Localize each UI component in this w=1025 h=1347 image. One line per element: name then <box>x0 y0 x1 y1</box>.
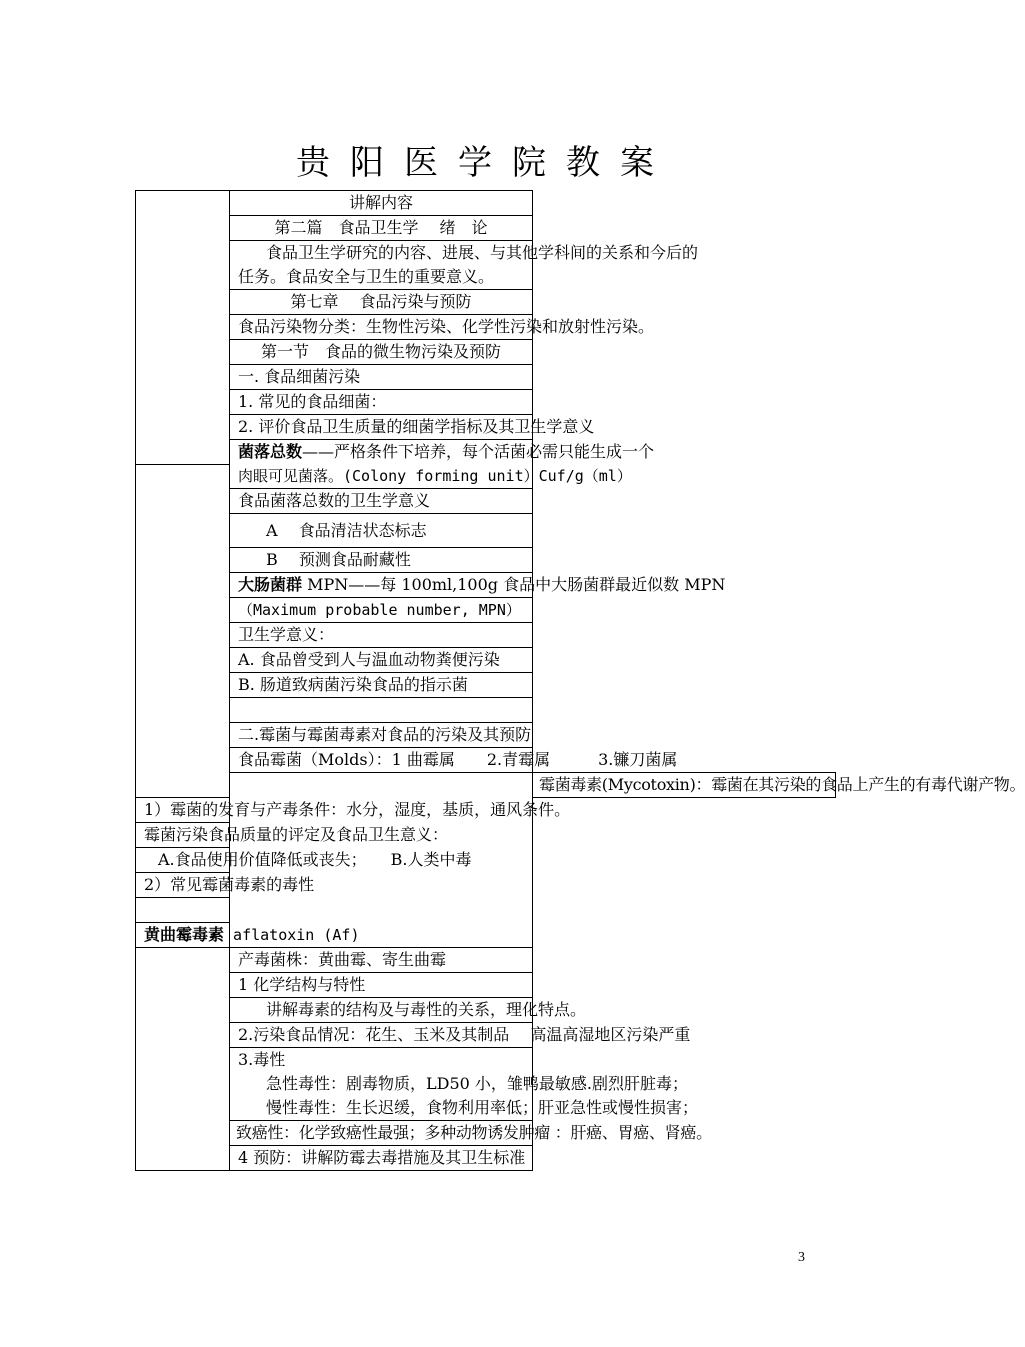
table-row <box>136 1023 836 1048</box>
text-row: B. 肠道致病菌污染食品的指示菌 <box>230 673 533 698</box>
table-row <box>136 464 836 489</box>
table-row <box>136 1121 836 1146</box>
side-column-cell <box>136 191 230 465</box>
table-row <box>136 748 836 773</box>
row-text: MPN——每 100ml,100g 食品中大肠菌群最近似数 MPN <box>302 575 726 594</box>
text-row: 卫生学意义： <box>230 623 533 648</box>
row-text: aflatoxin (Af) <box>224 926 360 944</box>
table-row <box>136 241 836 266</box>
text-row: 食品菌落总数的卫生学意义 <box>230 489 533 514</box>
table-row <box>136 573 836 598</box>
empty-row <box>136 898 230 923</box>
text-row: 肉眼可见菌落。(Colony forming unit）Cuf/g（ml） <box>230 464 533 489</box>
text-row: A. 食品曾受到人与温血动物粪便污染 <box>230 648 533 673</box>
side-column-cell <box>136 464 230 798</box>
table-row <box>136 390 836 415</box>
text-row: 二.霉菌与霉菌毒素对食品的污染及其预防 <box>230 723 533 748</box>
table-row <box>136 998 836 1023</box>
text-row: 1. 常见的食品细菌： <box>230 390 533 415</box>
table-row <box>136 514 836 548</box>
text-row: 食品卫生学研究的内容、进展、与其他学科间的关系和今后的 <box>230 241 533 266</box>
table-row <box>136 948 836 973</box>
table-row <box>136 365 836 390</box>
table-row <box>136 673 836 698</box>
table-row <box>136 1146 836 1171</box>
table-row <box>136 265 836 290</box>
part-heading: 第二篇 食品卫生学 绪 论 <box>230 216 533 241</box>
text-row: B 预测食品耐藏性 <box>230 548 533 573</box>
side-column-cell <box>136 948 230 1171</box>
text-row: 产毒菌株：黄曲霉、寄生曲霉 <box>230 948 533 973</box>
bold-term: 菌落总数 <box>238 442 303 461</box>
text-row: 2.污染食品情况：花生、玉米及其制品 高温高湿地区污染严重 <box>230 1023 533 1048</box>
table-row <box>136 1096 836 1121</box>
table-row <box>136 598 836 623</box>
text-row: A.食品使用价值降低或丧失； B.人类中毒 <box>136 848 230 873</box>
table-row <box>136 698 836 723</box>
text-row: 1 化学结构与特性 <box>230 973 533 998</box>
text-row: 霉菌毒素(Mycotoxin)：霉菌在其污染的食品上产生的有毒代谢产物。 <box>533 773 836 798</box>
table-row <box>136 489 836 514</box>
document-title: 贵阳医学院教案 <box>296 143 674 183</box>
table-row <box>136 798 836 823</box>
table-row <box>136 440 836 465</box>
lesson-plan-table <box>135 190 1025 1171</box>
text-row: 讲解毒素的结构及与毒性的关系，理化特点。 <box>230 998 533 1023</box>
text-row <box>230 440 655 465</box>
table-row <box>136 216 836 241</box>
table-row <box>136 1072 836 1096</box>
table-row <box>136 648 836 673</box>
text-row: 急性毒性：剧毒物质，LD50 小，雏鸭最敏感.剧烈肝脏毒； <box>230 1072 533 1096</box>
text-row: 2）常见霉菌毒素的毒性 <box>136 873 230 898</box>
text-row: 2. 评价食品卫生质量的细菌学指标及其卫生学意义 <box>230 415 533 440</box>
bold-term: 大肠菌群 <box>238 575 303 594</box>
text-row: 一. 食品细菌污染 <box>230 365 533 390</box>
table-row <box>136 548 836 573</box>
text-row: 慢性毒性：生长迟缓，食物利用率低；肝亚急性或慢性损害； <box>230 1096 533 1121</box>
text-row: 4 预防：讲解防霉去毒措施及其卫生标准 <box>230 1146 533 1171</box>
table-row <box>136 973 836 998</box>
chapter-heading: 第七章 食品污染与预防 <box>230 290 533 315</box>
text-row: 食品霉菌（Molds）：1 曲霉属 2.青霉属 3.镰刀菌属 <box>230 748 533 773</box>
text-row: 致癌性：化学致癌性最强；多种动物诱发肿瘤 ：肝癌、胃癌、肾癌。 <box>230 1121 533 1146</box>
table-row <box>136 623 836 648</box>
table-row <box>136 415 836 440</box>
text-row: （Maximum probable number, MPN） <box>230 598 533 623</box>
table-row <box>136 191 836 216</box>
text-row: 霉菌污染食品质量的评定及食品卫生意义： <box>136 823 230 848</box>
empty-row <box>230 698 533 723</box>
page-number: 3 <box>798 1250 805 1265</box>
table-row <box>136 315 836 340</box>
table-row <box>136 723 836 748</box>
text-row <box>230 573 726 598</box>
text-row: A 食品清洁状态标志 <box>230 514 533 548</box>
text-row: 1）霉菌的发育与产毒条件：水分，湿度，基质，通风条件。 <box>136 798 230 823</box>
text-row <box>136 923 360 948</box>
column-header: 讲解内容 <box>230 191 533 216</box>
table-row <box>136 290 836 315</box>
bold-term: 黄曲霉毒素 <box>144 925 225 944</box>
text-row: 3.毒性 <box>230 1048 533 1073</box>
row-text: ——严格条件下培养，每个活菌必需只能生成一个 <box>302 442 655 461</box>
section-heading: 第一节 食品的微生物污染及预防 <box>230 340 533 365</box>
table-row <box>136 340 836 365</box>
table-row <box>136 773 836 798</box>
text-row: 任务。食品安全与卫生的重要意义。 <box>230 265 533 290</box>
table-row <box>136 1048 836 1073</box>
text-row: 食品污染物分类：生物性污染、化学性污染和放射性污染。 <box>230 315 533 340</box>
